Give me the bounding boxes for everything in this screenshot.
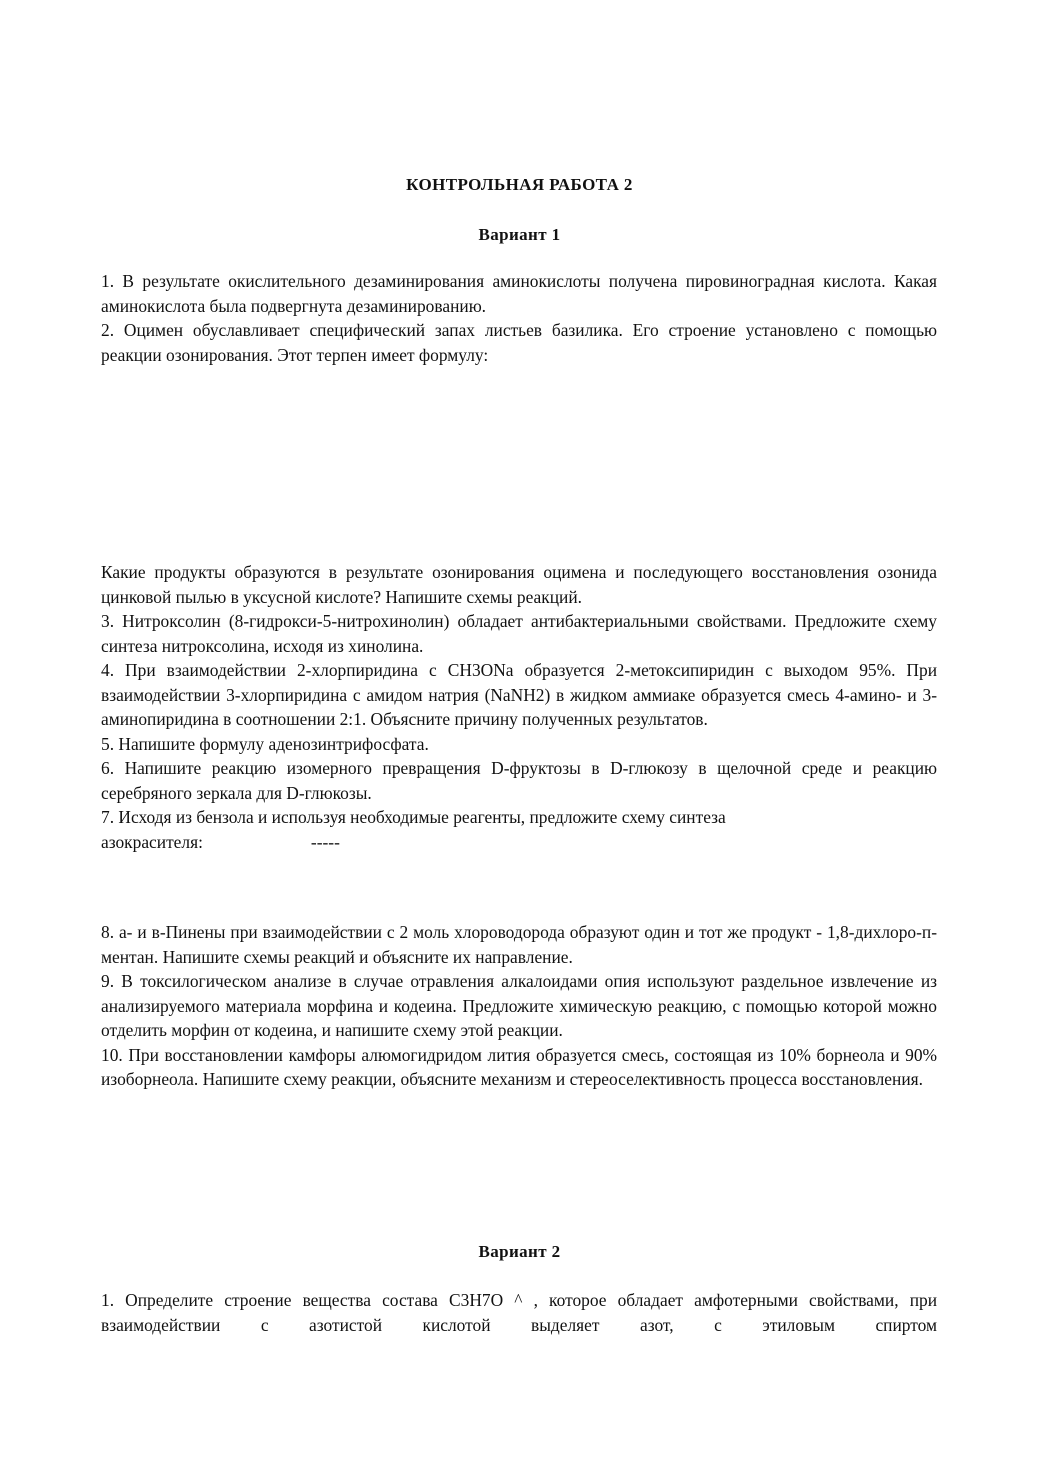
question-6: 6. Напишите реакцию изомерного превращения D-фруктозы в D-глюкозу в щелочной среде и реакцию серебряного зеркала для D-глюкозы. [101, 758, 937, 803]
variant-1-items-1-2 [101, 269, 937, 367]
question-7: 7. Исходя из бензола и используя необходимые реагенты, предложите схему синтеза [101, 807, 726, 827]
question-10: 10. При восстановлении камфоры алюмогидридом лития образуется смесь, состоящая из 10% борнеола и 90% изоборнеола. Напишите схему реакции, объясните механизм и стереоселективность процесса восстановления. [101, 1044, 937, 1089]
document-title: КОНТРОЛЬНАЯ РАБОТА 2 [406, 175, 633, 194]
question-1: 1. В результате окислительного дезаминирования аминокислоты получена пировиноградная кислота. Какая аминокислота была подвергнута дезаминированию. [101, 271, 937, 316]
variant-1-items-2-7 [101, 560, 937, 854]
variant-2-items [101, 1288, 937, 1337]
question-7-end [101, 830, 937, 855]
azo-dye-dashes: ----- [310, 831, 340, 852]
variant-2-heading: Вариант 2 [478, 1242, 561, 1261]
question-2-continuation: Какие продукты образуются в результате озонирования оцимена и последующего восстановления озонида цинковой пылью в уксусной кислоте? Напишите схемы реакций. [101, 562, 937, 607]
variant-2-question-1: 1. Определите строение вещества состава C3H7O ^ , которое обладает амфотерными свойствами, при взаимодействии с азотистой кислотой выделяет азот, с этиловым спиртом [101, 1290, 937, 1335]
question-5: 5. Напишите формулу аденозинтрифосфата. [101, 733, 429, 754]
question-8: 8. а- и в-Пинены при взаимодействии с 2 моль хлороводорода образуют один и тот же продукт - 1,8-дихлоро-п-ментан. Напишите схемы реакций и объясните их направление. [101, 922, 937, 967]
variant-1-heading: Вариант 1 [478, 225, 561, 244]
question-7-end-text: азокрасителя: [101, 831, 203, 852]
formula-placeholder [101, 372, 937, 556]
question-9: 9. В токсилогическом анализе в случае отравления алкалоидами опия используют раздельное извлечение из анализируемого материала морфина и кодеина. Предложите химическую реакцию, с помощью которой можно отделить морфин от кодеина, и напишите схему этой реакции. [101, 971, 937, 1040]
variant-1-items-8-10 [101, 920, 937, 1092]
question-2: 2. Оцимен обуславливает специфический запах листьев базилика. Его строение установлено с помощью реакции озонирования. Этот терпен имеет формулу: [101, 320, 937, 365]
question-3: 3. Нитроксолин (8-гидрокси-5-нитрохинолин) обладает антибактериальными свойствами. Предложите схему синтеза нитроксолина, исходя из хинолина. [101, 611, 937, 656]
question-4: 4. При взаимодействии 2-хлорпиридина с CH3ONa образуется 2-метоксипиридин с выходом 95%. При взаимодействии 3-хлорпиридина с амидом натрия (NaNH2) в жидком аммиаке образуется смесь 4-амино- и 3-аминопиридина в соотношении 2:1. Объясните причину полученных результатов. [101, 660, 937, 729]
